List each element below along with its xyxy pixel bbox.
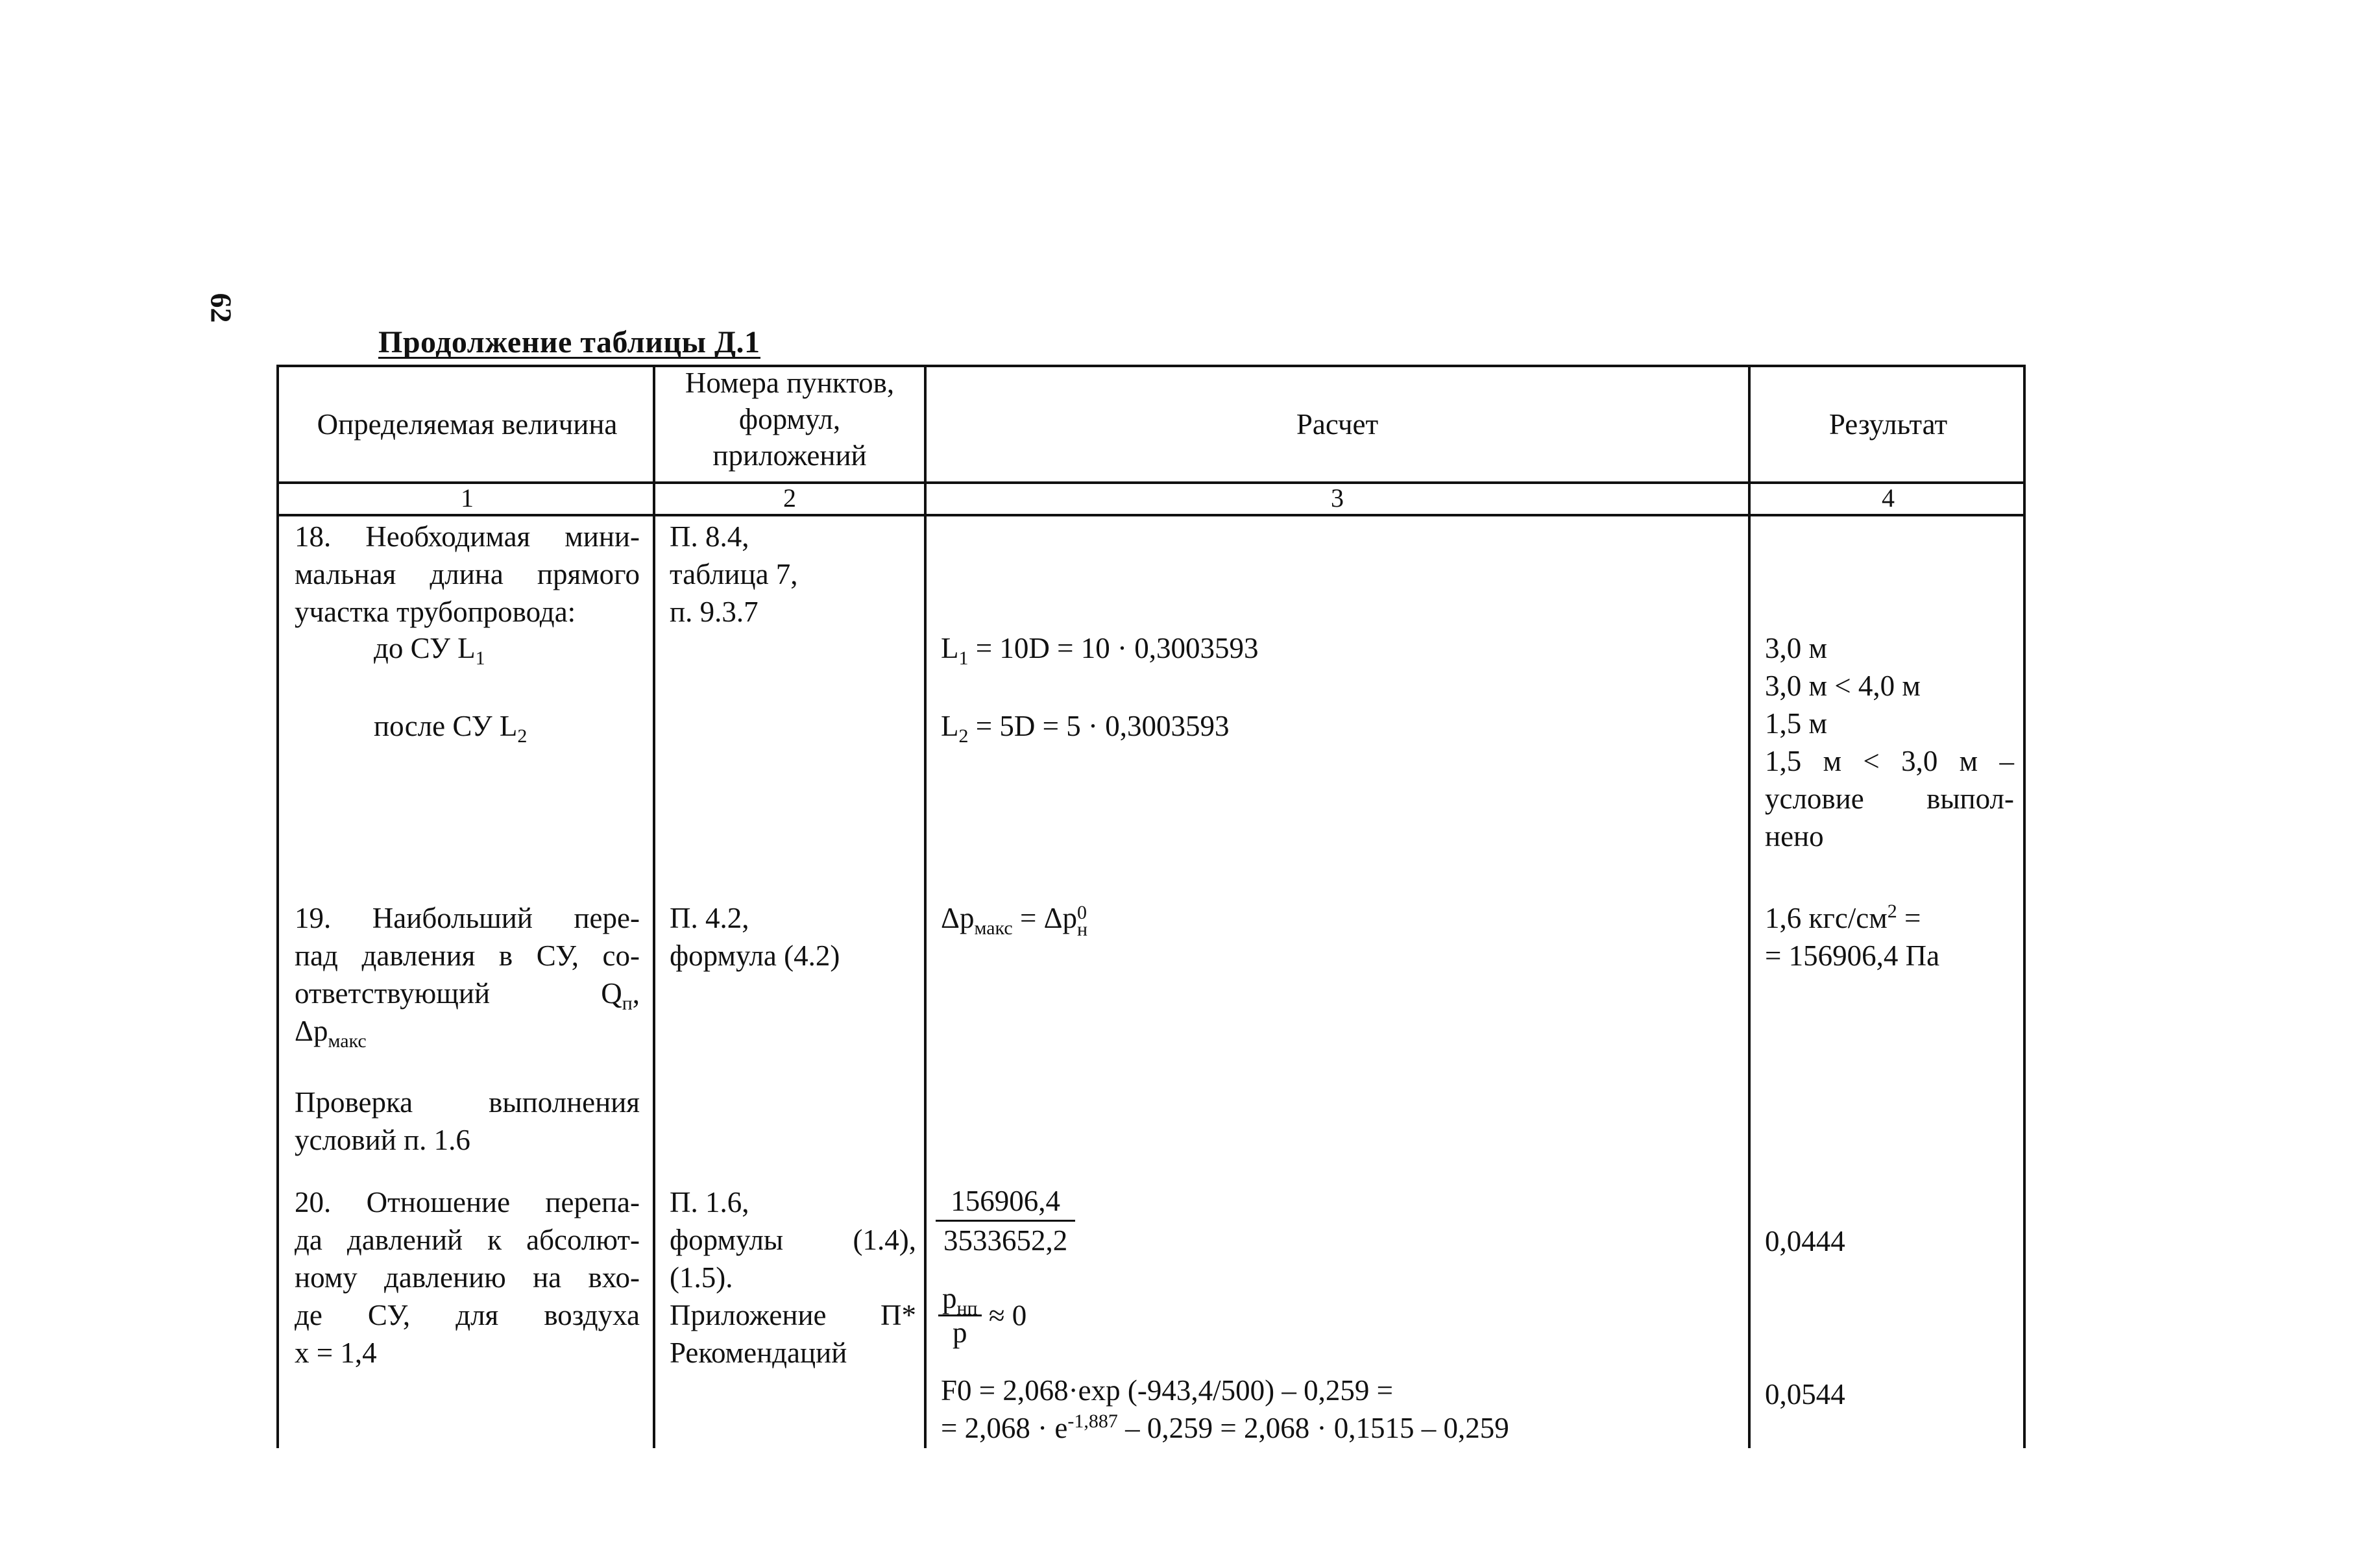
row19-calc-sup: 0	[1077, 901, 1087, 923]
row19-res-line2: = 156906,4 Па	[1765, 939, 1940, 972]
row19-desc-line3	[295, 975, 640, 1012]
header-col2-line2: формул,	[738, 403, 841, 435]
row18-calc1-sub: 1	[958, 648, 969, 669]
row19-calc-scripts	[1077, 901, 1088, 940]
column-divider	[653, 367, 655, 1448]
row19-calc	[941, 899, 1087, 938]
row19-check	[295, 1084, 640, 1159]
row20-desc-line5: x = 1,4	[295, 1337, 377, 1369]
row19-res-a: 1,6 кгс/см	[1765, 902, 1888, 934]
row18-before-text: до СУ L	[374, 632, 476, 664]
table-title: Продолжение таблицы Д.1	[378, 325, 760, 359]
row20-f0-sup: -1,887	[1067, 1411, 1118, 1432]
row18-before-sub: 1	[475, 648, 485, 669]
column-divider	[1748, 367, 1751, 1448]
row19-calc-sub: н	[1077, 918, 1088, 940]
row19-dp: Δp	[295, 1015, 328, 1047]
calculation-table	[276, 365, 2026, 1448]
row19-desc-line3-a: ответствующий	[295, 977, 491, 1010]
row20-ref-line2: формулы (1.4),	[670, 1224, 916, 1256]
header-col1: Определяемая величина	[317, 408, 618, 441]
row18-description	[295, 518, 640, 631]
row20-ref-line5: Рекомендаций	[670, 1337, 847, 1369]
row19-q-sub: п	[622, 993, 633, 1014]
row19-result	[1765, 899, 2014, 975]
row18-res-line2: 3,0 м < 4,0 м	[1765, 670, 1921, 702]
row19-q-letter: Q	[601, 977, 622, 1010]
row19-q-comma: ,	[632, 977, 640, 1010]
pnp-approx: ≈ 0	[988, 1299, 1027, 1332]
row20-f0	[941, 1372, 1509, 1447]
row18-reference	[670, 518, 916, 631]
row20-desc-line3: ному давлению на вхо-	[295, 1261, 640, 1294]
row18-res-line1: 3,0 м	[1765, 632, 1827, 664]
pnp-denominator: p	[953, 1316, 967, 1349]
row20-f0-l2b: – 0,259 = 2,068 · 0,1515 – 0,259	[1117, 1412, 1509, 1444]
row19-calc-a-sub: макс	[974, 917, 1013, 939]
row19-check-line2: условий п. 1.6	[295, 1124, 470, 1156]
pressure-ratio-fraction	[936, 1182, 1075, 1259]
row20-result-1: 0,0444	[1765, 1225, 1845, 1257]
col-number-1: 1	[461, 483, 474, 513]
row19-desc-line1: 19. Наибольший пере-	[295, 902, 640, 934]
row19-res-line1	[1765, 899, 2014, 937]
row19-calc-a: Δp	[941, 902, 975, 934]
row19-dp-sub: макс	[328, 1030, 367, 1052]
row20-ref-line4: Приложение П*	[670, 1299, 916, 1331]
row18-ref-line1: П. 8.4,	[670, 520, 749, 553]
col-number-4: 4	[1882, 483, 1895, 513]
header-col2	[655, 365, 924, 474]
row18-after-text: после СУ L	[374, 710, 518, 742]
row18-calc-l2	[941, 707, 1230, 745]
row18-desc-line1: 18. Необходимая мини-	[295, 520, 640, 553]
header-col3: Расчет	[1296, 408, 1379, 441]
row20-f0-l2a: = 2,068 · e	[941, 1412, 1068, 1444]
row18-before-label	[374, 629, 485, 667]
col-number-2: 2	[783, 483, 796, 513]
row18-calc2-sub: 2	[958, 725, 969, 747]
header-col2-line1: Номера пунктов,	[685, 367, 895, 399]
row19-ref-line1: П. 4.2,	[670, 902, 749, 934]
row20-result-2: 0,0544	[1765, 1378, 1845, 1411]
row19-desc-line3-q	[601, 975, 640, 1012]
fraction-numerator: 156906,4	[936, 1182, 1075, 1222]
row18-result	[1765, 629, 2014, 855]
row19-ref-line2: формула (4.2)	[670, 939, 840, 972]
row18-calc1-a: L	[941, 632, 959, 664]
row20-f0-line2	[941, 1409, 1509, 1447]
pnp-sub: нп	[956, 1298, 978, 1319]
numbers-divider	[279, 514, 2023, 516]
page-number: 62	[204, 293, 238, 323]
header-col2-line3: приложений	[712, 439, 867, 472]
fraction-denominator: 3533652,2	[943, 1224, 1068, 1257]
column-divider	[924, 367, 927, 1448]
row18-after-label	[374, 707, 527, 745]
row19-description	[295, 899, 640, 1050]
pnp-fraction	[938, 1282, 982, 1349]
row18-desc-line2: мальная длина прямого	[295, 558, 640, 590]
row18-res-line3: 1,5 м	[1765, 707, 1827, 740]
row20-desc-line4: де СУ, для воздуха	[295, 1299, 640, 1331]
row20-desc-line2: да давлений к абсолют-	[295, 1224, 640, 1256]
row18-ref-line3: п. 9.3.7	[670, 596, 759, 628]
row19-res-sup: 2	[1887, 901, 1897, 922]
row20-pnp-ratio	[938, 1282, 1026, 1349]
row19-desc-line4	[295, 1012, 640, 1050]
row18-calc-l1	[941, 629, 1259, 667]
row18-calc2-b: = 5D = 5 · 0,3003593	[968, 710, 1230, 742]
row18-calc2-a: L	[941, 710, 959, 742]
row19-check-line1: Проверка выполнения	[295, 1086, 640, 1119]
header-col4: Результат	[1828, 408, 1948, 441]
row18-after-sub: 2	[517, 725, 528, 747]
row18-res-line5: условие выпол-	[1765, 782, 2014, 815]
col-number-3: 3	[1331, 483, 1344, 513]
row18-desc-line3: участка трубопровода:	[295, 596, 576, 628]
row20-ref-line1: П. 1.6,	[670, 1186, 749, 1218]
row20-reference	[670, 1183, 916, 1372]
row18-res-line4: 1,5 м < 3,0 м –	[1765, 745, 2014, 777]
row18-ref-line2: таблица 7,	[670, 558, 798, 590]
row19-reference	[670, 899, 916, 975]
pnp-letter: p	[942, 1282, 957, 1314]
row20-description	[295, 1183, 640, 1372]
row19-res-b: =	[1897, 902, 1921, 934]
row19-calc-b: = Δp	[1012, 902, 1078, 934]
row20-desc-line1: 20. Отношение перепа-	[295, 1186, 640, 1218]
row18-calc1-b: = 10D = 10 · 0,3003593	[968, 632, 1259, 664]
row20-fraction	[936, 1182, 1075, 1259]
row20-f0-line1: F0 = 2,068·exp (-943,4/500) – 0,259 =	[941, 1374, 1393, 1407]
pnp-numerator	[938, 1282, 982, 1319]
row18-res-line6: нено	[1765, 820, 1824, 853]
row19-desc-line2: пад давления в СУ, со-	[295, 939, 640, 972]
row20-ref-line3: (1.5).	[670, 1261, 733, 1294]
